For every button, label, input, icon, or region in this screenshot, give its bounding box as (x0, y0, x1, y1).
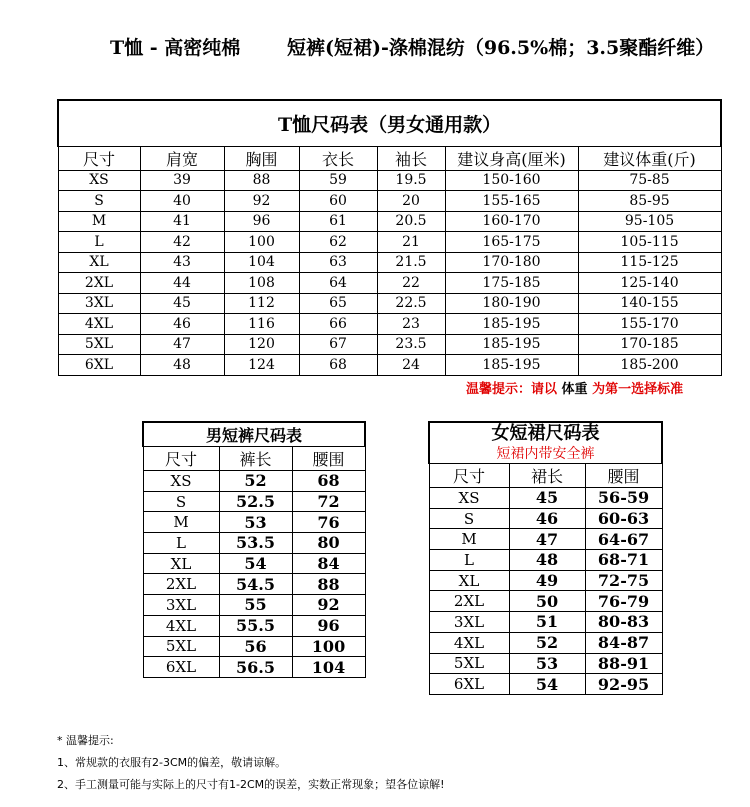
table-cell: 175-185 (445, 273, 578, 294)
table-cell: 112 (224, 293, 299, 314)
table-cell: 64 (299, 273, 377, 294)
table-cell: 80-83 (585, 612, 662, 633)
table-cell: 45 (140, 293, 224, 314)
table-cell: 76-79 (585, 591, 662, 612)
table-cell: 46 (140, 314, 224, 335)
table-cell: 108 (224, 273, 299, 294)
table-cell: 155-170 (578, 314, 721, 335)
table-cell: 96 (292, 615, 365, 636)
table-cell: 55.5 (219, 615, 292, 636)
table-cell: 20 (377, 191, 445, 212)
column-header: 袖长 (377, 146, 445, 170)
table-cell: 6XL (58, 355, 140, 376)
table-cell: 100 (292, 636, 365, 657)
table-cell: 47 (509, 529, 585, 550)
table-cell: 62 (299, 232, 377, 253)
table-cell: 88 (224, 170, 299, 191)
warm-tip-suffix: 为第一选择标准 (592, 382, 684, 397)
table-cell: 2XL (143, 574, 219, 595)
column-header: 尺寸 (143, 447, 219, 471)
table-cell: 54.5 (219, 574, 292, 595)
table-cell: 53.5 (219, 533, 292, 554)
table-row (58, 314, 721, 335)
table-cell: M (429, 529, 509, 550)
table-cell: 53 (219, 512, 292, 533)
table-cell: S (429, 508, 509, 529)
table-cell: L (429, 550, 509, 571)
table-cell: 51 (509, 612, 585, 633)
table-cell: 95-105 (578, 211, 721, 232)
table-row (143, 512, 365, 533)
table-cell: 88-91 (585, 653, 662, 674)
table-cell: 4XL (58, 314, 140, 335)
table-row (143, 595, 365, 616)
table-cell: 50 (509, 591, 585, 612)
table-cell: 24 (377, 355, 445, 376)
table-cell: 54 (219, 553, 292, 574)
table-row (58, 232, 721, 253)
table-row (58, 355, 721, 376)
table-cell: S (58, 191, 140, 212)
table-row (429, 591, 662, 612)
men-shorts-title: 男短裤尺码表 (143, 422, 365, 447)
table-row (143, 491, 365, 512)
column-header: 肩宽 (140, 146, 224, 170)
column-header: 腰围 (292, 447, 365, 471)
table-cell: 52.5 (219, 491, 292, 512)
table-cell: 4XL (143, 615, 219, 636)
table-cell: 21 (377, 232, 445, 253)
table-row (429, 529, 662, 550)
table-cell: XL (143, 553, 219, 574)
table-row (143, 553, 365, 574)
table-cell: 65 (299, 293, 377, 314)
table-cell: 66 (299, 314, 377, 335)
table-cell: 5XL (58, 334, 140, 355)
table-row (58, 191, 721, 212)
column-header: 裙长 (509, 464, 585, 488)
table-cell: 19.5 (377, 170, 445, 191)
table-cell: L (143, 533, 219, 554)
table-cell: 124 (224, 355, 299, 376)
table-cell: XL (429, 570, 509, 591)
table-cell: 72-75 (585, 570, 662, 591)
table-cell: 84-87 (585, 632, 662, 653)
table-cell: 185-195 (445, 334, 578, 355)
table-cell: 75-85 (578, 170, 721, 191)
table-cell: 105-115 (578, 232, 721, 253)
table-row (429, 612, 662, 633)
table-row (58, 273, 721, 294)
table-cell: 48 (140, 355, 224, 376)
warm-tip-highlight: 体重 (561, 382, 588, 397)
table-cell: 104 (224, 252, 299, 273)
table-cell: 3XL (143, 595, 219, 616)
table-cell: 92 (224, 191, 299, 212)
table-row (58, 334, 721, 355)
column-header: 建议身高(厘米) (445, 146, 578, 170)
table-cell: 22 (377, 273, 445, 294)
table-cell: 96 (224, 211, 299, 232)
table-cell: 6XL (429, 674, 509, 695)
table-cell: 2XL (58, 273, 140, 294)
table-cell: XS (143, 471, 219, 492)
table-cell: 84 (292, 553, 365, 574)
table-cell: 68-71 (585, 550, 662, 571)
table-cell: 47 (140, 334, 224, 355)
table-cell: 39 (140, 170, 224, 191)
note-item-1: 1、常规款的衣服有2-3CM的偏差，敬请谅解。 (57, 756, 287, 769)
table-cell: 3XL (58, 293, 140, 314)
table-cell: 150-160 (445, 170, 578, 191)
table-cell: XL (58, 252, 140, 273)
table-cell: 40 (140, 191, 224, 212)
table-cell: 180-190 (445, 293, 578, 314)
header-tshirt-material: T恤 - 高密纯棉 (110, 37, 241, 59)
table-cell: 125-140 (578, 273, 721, 294)
table-row (58, 252, 721, 273)
table-cell: 52 (509, 632, 585, 653)
table-row (143, 471, 365, 492)
table-row (143, 636, 365, 657)
tshirt-size-table (57, 99, 722, 376)
table-row (429, 674, 662, 695)
table-cell: 41 (140, 211, 224, 232)
weight-priority-tip (466, 378, 683, 397)
notes-heading: * 温馨提示: (57, 734, 114, 747)
table-cell: 170-185 (578, 334, 721, 355)
women-skirt-title: 女短裙尺码表 (491, 423, 600, 444)
table-cell: 160-170 (445, 211, 578, 232)
table-row (429, 632, 662, 653)
table-cell: 23 (377, 314, 445, 335)
table-cell: XS (429, 488, 509, 509)
table-row (58, 170, 721, 191)
table-cell: 42 (140, 232, 224, 253)
table-cell: 23.5 (377, 334, 445, 355)
tshirt-table-title: T恤尺码表（男女通用款） (58, 100, 721, 146)
table-cell: 64-67 (585, 529, 662, 550)
table-cell: 55 (219, 595, 292, 616)
table-row (429, 653, 662, 674)
table-cell: 44 (140, 273, 224, 294)
table-cell: 67 (299, 334, 377, 355)
table-cell: 20.5 (377, 211, 445, 232)
women-skirt-size-table (428, 421, 663, 695)
table-cell: 56-59 (585, 488, 662, 509)
table-cell: 5XL (429, 653, 509, 674)
table-cell: 68 (292, 471, 365, 492)
table-cell: 45 (509, 488, 585, 509)
table-row (429, 550, 662, 571)
table-cell: M (143, 512, 219, 533)
table-cell: 120 (224, 334, 299, 355)
table-cell: 60 (299, 191, 377, 212)
table-cell: 185-195 (445, 314, 578, 335)
table-cell: 100 (224, 232, 299, 253)
table-cell: 115-125 (578, 252, 721, 273)
table-cell: 5XL (143, 636, 219, 657)
notes-section (57, 730, 445, 796)
header-shorts-material: 短裤(短裙)-涤棉混纺（96.5%棉；3.5聚酯纤维） (287, 37, 715, 59)
table-cell: 60-63 (585, 508, 662, 529)
table-cell: 63 (299, 252, 377, 273)
table-cell: 170-180 (445, 252, 578, 273)
table-cell: 165-175 (445, 232, 578, 253)
table-cell: 43 (140, 252, 224, 273)
table-cell: 92 (292, 595, 365, 616)
warm-tip-prefix: 温馨提示：请以 (466, 382, 558, 397)
table-cell: 61 (299, 211, 377, 232)
table-cell: 185-195 (445, 355, 578, 376)
column-header: 建议体重(斤) (578, 146, 721, 170)
table-cell: 140-155 (578, 293, 721, 314)
table-cell: 54 (509, 674, 585, 695)
table-row (58, 293, 721, 314)
column-header: 腰围 (585, 464, 662, 488)
table-cell: 4XL (429, 632, 509, 653)
table-row (429, 570, 662, 591)
table-cell: 6XL (143, 657, 219, 678)
table-cell: XS (58, 170, 140, 191)
table-cell: S (143, 491, 219, 512)
table-cell: 104 (292, 657, 365, 678)
table-cell: 3XL (429, 612, 509, 633)
table-cell: 56.5 (219, 657, 292, 678)
table-cell: 52 (219, 471, 292, 492)
table-cell: 48 (509, 550, 585, 571)
note-item-2: 2、手工测量可能与实际上的尺寸有1-2CM的误差，实数正常现象；望各位谅解! (57, 778, 445, 791)
table-row (58, 211, 721, 232)
table-cell: 2XL (429, 591, 509, 612)
table-row (143, 657, 365, 678)
column-header: 裤长 (219, 447, 292, 471)
table-cell: 92-95 (585, 674, 662, 695)
table-cell: 72 (292, 491, 365, 512)
table-cell: 85-95 (578, 191, 721, 212)
table-cell: 76 (292, 512, 365, 533)
table-cell: L (58, 232, 140, 253)
column-header: 尺寸 (58, 146, 140, 170)
table-row (143, 574, 365, 595)
table-cell: 88 (292, 574, 365, 595)
table-cell: 21.5 (377, 252, 445, 273)
column-header: 衣长 (299, 146, 377, 170)
table-row (143, 615, 365, 636)
table-cell: 155-165 (445, 191, 578, 212)
table-row (429, 508, 662, 529)
table-cell: 56 (219, 636, 292, 657)
men-shorts-size-table (142, 421, 366, 678)
table-cell: 22.5 (377, 293, 445, 314)
table-row (429, 488, 662, 509)
women-skirt-title-cell (429, 422, 662, 464)
table-cell: 116 (224, 314, 299, 335)
table-cell: 46 (509, 508, 585, 529)
table-cell: 53 (509, 653, 585, 674)
column-header: 胸围 (224, 146, 299, 170)
column-header: 尺寸 (429, 464, 509, 488)
table-cell: 80 (292, 533, 365, 554)
table-cell: 59 (299, 170, 377, 191)
table-cell: 185-200 (578, 355, 721, 376)
table-cell: 49 (509, 570, 585, 591)
table-row (143, 533, 365, 554)
table-cell: M (58, 211, 140, 232)
women-skirt-subtitle: 短裙内带安全裤 (496, 445, 595, 462)
table-cell: 68 (299, 355, 377, 376)
